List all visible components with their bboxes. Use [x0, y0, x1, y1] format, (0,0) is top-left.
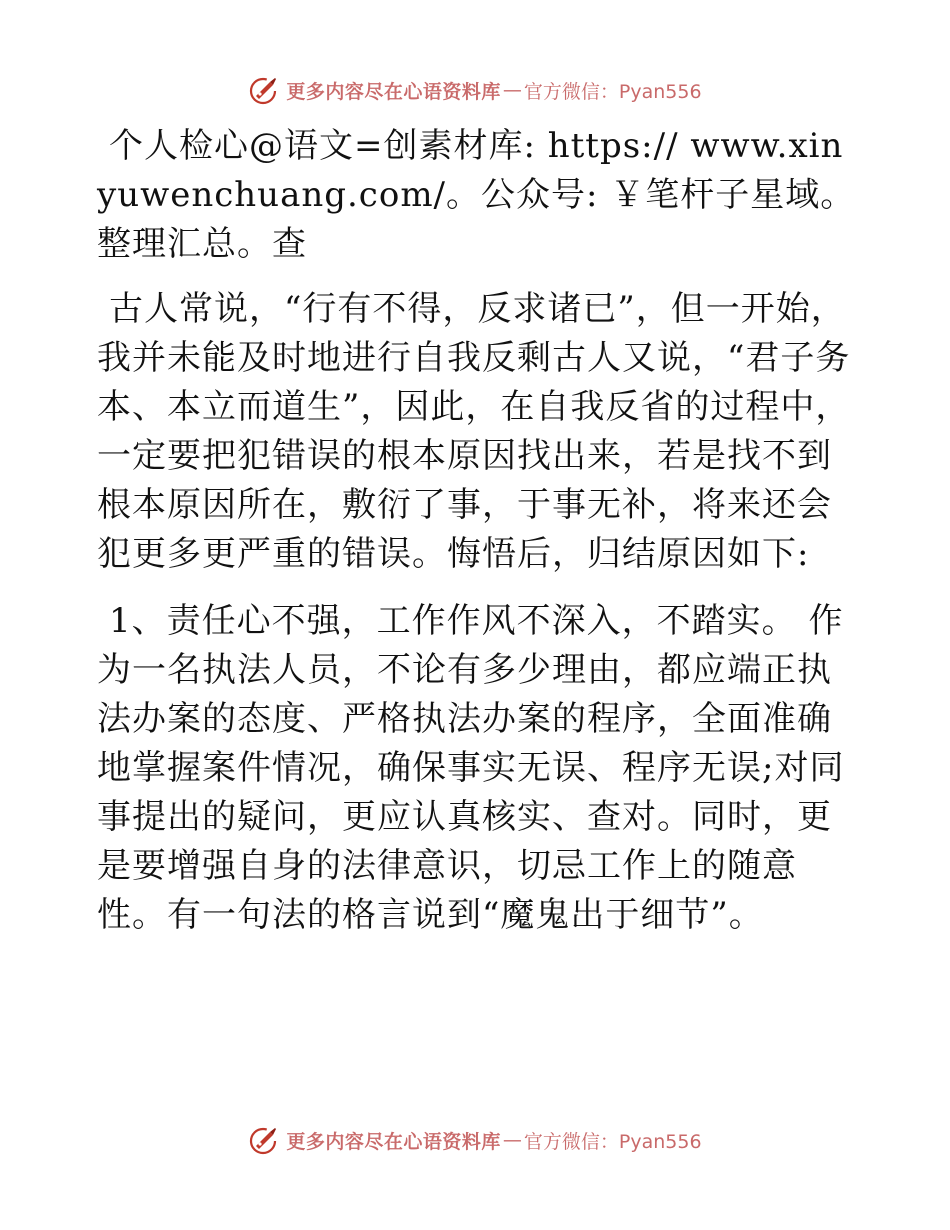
paragraph-3-text: 1、责任心不强，工作作风不深入，不踏实。 作为一名执法人员，不论有多少理由，都应端正执法办案的态度、严格执法办案的程序，全面准确地掌握案件情况，确保事实无误、程序无误;对同事提出的疑问，更应认真核实、查对。同时，更是要增强自身的法律意识，切忌工作上的随意性。有一句法的格言说到“魔鬼出于细节”。: [97, 601, 845, 935]
footer-banner: [0, 1122, 950, 1158]
paragraph-reason-1: [97, 597, 857, 940]
paragraph-source-note: [97, 122, 857, 269]
header-wechat-text: 官方微信：Pyan556: [523, 80, 702, 103]
pen-logo-icon: [248, 1124, 280, 1156]
paragraph-2-text: 古人常说，“行有不得，反求诸已”，但一开始，我并未能及时地进行自我反剩古人又说，“君子务本、本立而道生”，因此，在自我反省的过程中，一定要把犯错误的根本原因找出来，若是找不到根本原因所在，敷衍了事，于事无补，将来还会犯更多更严重的错误。悔悟后，归结原因如下:: [97, 289, 851, 574]
header-banner: [0, 72, 950, 108]
footer-dash: —: [502, 1129, 522, 1151]
paragraph-1-text: 个人检心@语文=创素材库: https:// www.xinyuwenchuang.com/。公众号: ￥笔杆子星域。整理汇总。查: [97, 126, 856, 264]
header-brand-text: 更多内容尽在心语资料库: [286, 80, 501, 103]
header-dash: —: [502, 79, 522, 101]
footer-brand-text: 更多内容尽在心语资料库: [286, 1130, 501, 1153]
pen-logo-icon: [248, 74, 280, 106]
footer-wechat-text: 官方微信：Pyan556: [523, 1130, 702, 1153]
paragraph-reflection: [97, 285, 857, 579]
document-body: [97, 122, 857, 958]
